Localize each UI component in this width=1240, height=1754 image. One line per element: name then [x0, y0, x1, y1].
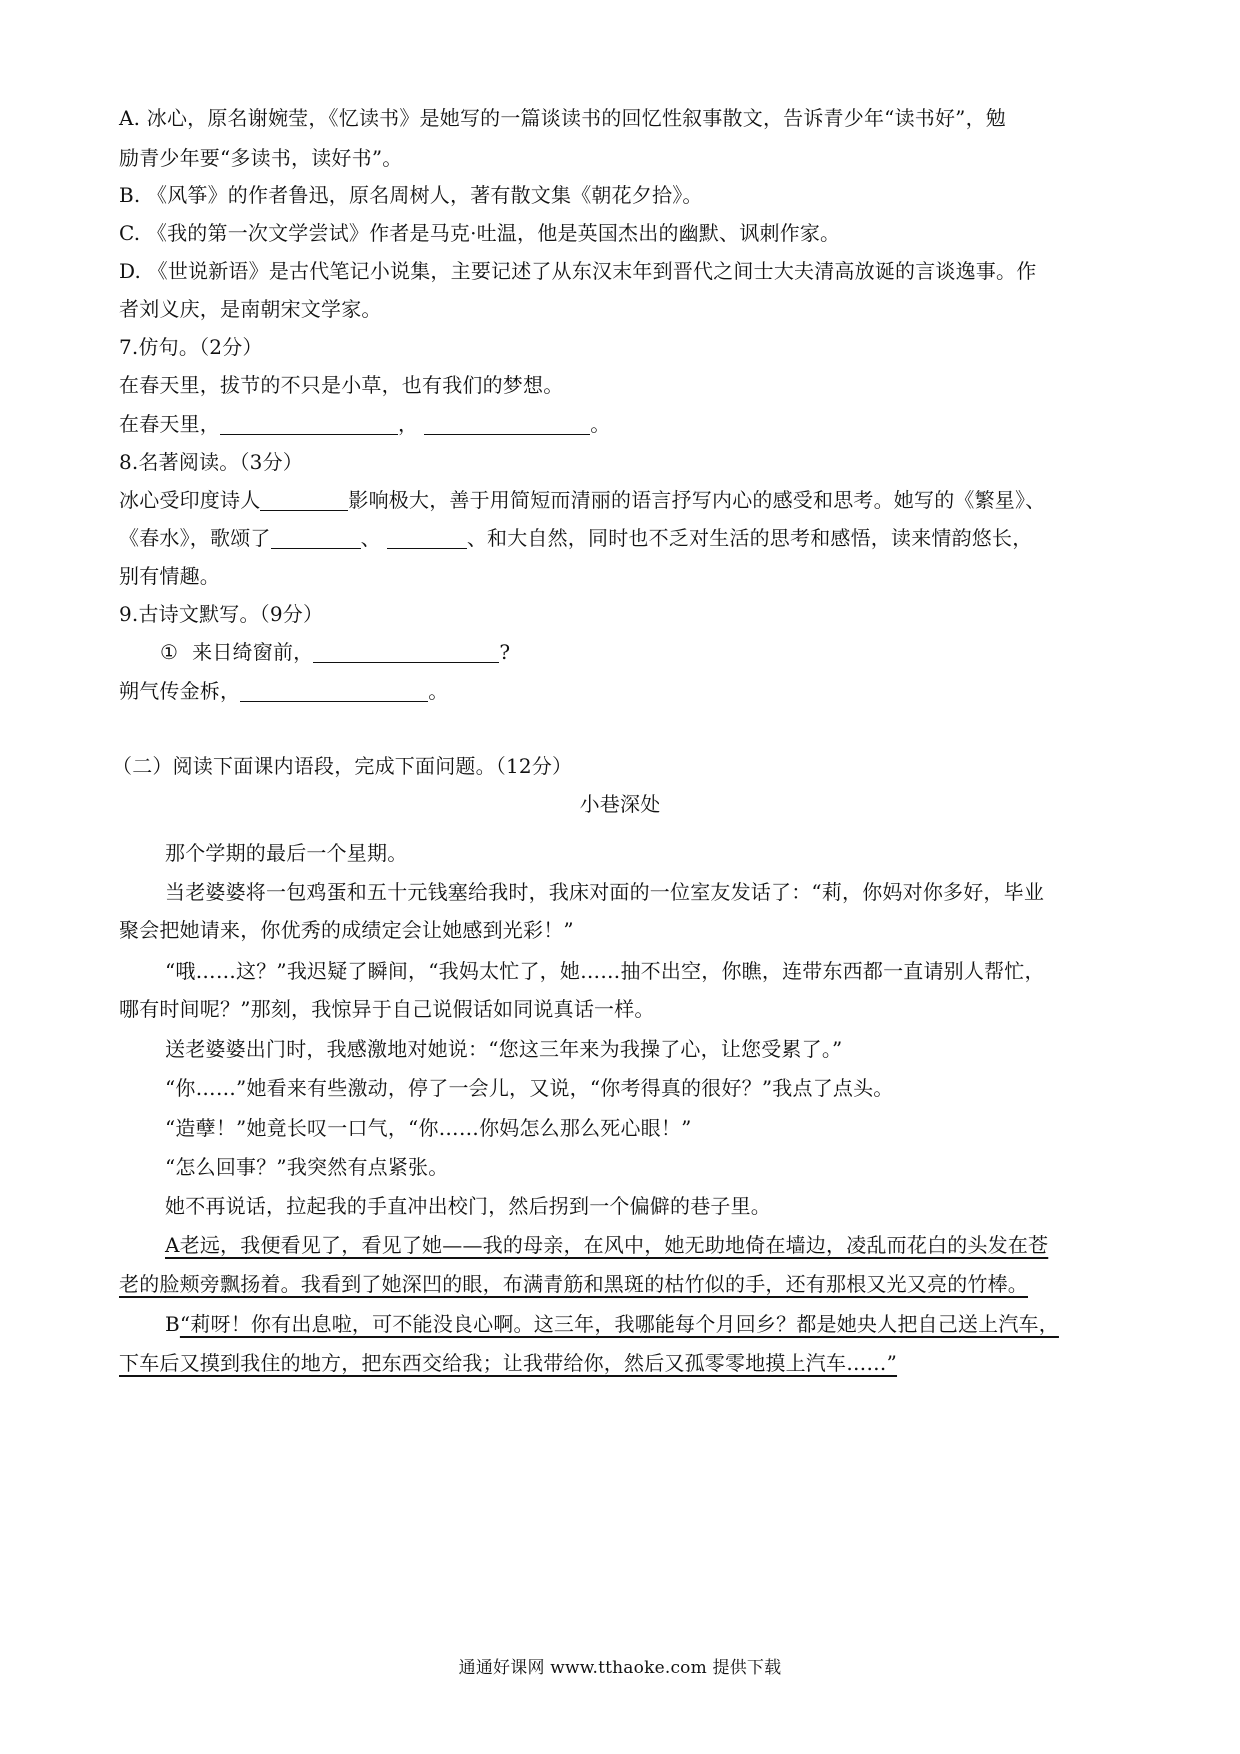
q6-option-d-line2: 者刘义庆，是南朝宋文学家。 — [119, 297, 382, 321]
q6-option-a-line1: A. 冰心，原名谢婉莹，《忆读书》是她写的一篇谈读书的回忆性叙事散文，告诉青少年“读书好”，勉 — [119, 106, 1007, 130]
q9-line1-b: ? — [499, 640, 511, 664]
q9-title: 9.古诗文默写。（9分） — [119, 602, 324, 626]
q6-option-b: B. 《风筝》的作者鲁迅，原名周树人，著有散文集《朝花夕拾》。 — [119, 183, 703, 207]
q8-blank-theme-2[interactable] — [387, 526, 467, 549]
passage-title: 小巷深处 — [579, 792, 661, 816]
q7-blank-2[interactable] — [424, 412, 590, 435]
q9-line2-b: 。 — [428, 679, 449, 703]
page-footer: 通通好课网 www.tthaoke.com 提供下载 — [458, 1658, 782, 1678]
underlined-passage-b-line1 — [165, 1309, 1127, 1339]
underlined-passage-b-line2: 下车后又摸到我住的地方，把东西交给我；让我带给你，然后又孤零零地摸上汽车……” — [119, 1351, 898, 1375]
passage-paragraph: “怎么回事？”我突然有点紧张。 — [165, 1155, 449, 1179]
q7-blank-1[interactable] — [220, 412, 398, 435]
passage-paragraph: 送老婆婆出门时，我感激地对她说：“您这三年来为我操了心，让您受累了。” — [165, 1037, 843, 1061]
q9-blank-1[interactable] — [313, 640, 499, 663]
q8-blank-theme-1[interactable] — [271, 526, 361, 549]
q6-option-a-line2: 励青少年要“多读书，读好书”。 — [119, 146, 403, 170]
q6-option-c: C. 《我的第一次文学尝试》作者是马克·吐温，他是英国杰出的幽默、讽刺作家。 — [119, 221, 841, 245]
q8-blank-poet[interactable] — [260, 488, 348, 511]
q7-example: 在春天里，拔节的不只是小草，也有我们的梦想。 — [119, 373, 564, 397]
passage-paragraph: 当老婆婆将一包鸡蛋和五十元钱塞给我时，我床对面的一位室友发话了：“莉，你妈对你多好，毕业 — [165, 880, 1045, 904]
section2-heading: （二）阅读下面课内语段，完成下面问题。（12分） — [112, 754, 573, 778]
q7-title: 7.仿句。（2分） — [119, 335, 263, 359]
q9-blank-2[interactable] — [240, 679, 428, 702]
q8-title: 8.名著阅读。（3分） — [119, 450, 304, 474]
passage-paragraph: “你……”她看来有些激动，停了一会儿，又说，“你考得真的很好？”我点了点头。 — [165, 1076, 894, 1100]
passage-paragraph: “造孽！”她竟长叹一口气，“你……你妈怎么那么死心眼！” — [165, 1116, 692, 1140]
q8-line2-a: 《春水》，歌颂了 — [119, 526, 271, 550]
q7-comma: ， — [398, 412, 419, 436]
passage-b-text: “莉呀！你有出息啦，可不能没良心啊。这三年，我哪能每个月回乡？都是她央人把自己送上汽车， — [179, 1312, 1059, 1336]
q7-prompt-start: 在春天里， — [119, 412, 220, 436]
q8-line1-a: 冰心受印度诗人 — [119, 488, 261, 512]
passage-paragraph: 聚会把她请来，你优秀的成绩定会让她感到光彩！” — [119, 918, 574, 942]
q6-option-d-line1: D. 《世说新语》是古代笔记小说集，主要记述了从东汉末年到晋代之间士大夫清高放诞的言谈逸事。作 — [119, 259, 1037, 283]
passage-paragraph: 那个学期的最后一个星期。 — [165, 841, 408, 865]
q9-marker: ① — [160, 640, 179, 664]
q8-line1-b: 影响极大，善于用简短而清丽的语言抒写内心的感受和思考。她写的《繁星》、 — [348, 488, 1046, 512]
q8-line2-c: 、和大自然，同时也不乏对生活的思考和感悟，读来情韵悠长， — [466, 526, 1033, 550]
q8-line2-b: 、 — [360, 526, 381, 550]
q9-line2-a: 朔气传金柝， — [119, 679, 241, 703]
q9-item-1 — [160, 637, 1120, 667]
underlined-passage-a-line2: 老的脸颊旁飘扬着。我看到了她深凹的眼，布满青筋和黑斑的枯竹似的手，还有那根又光又亮的竹棒。 — [119, 1272, 1028, 1296]
passage-b-label: B — [165, 1312, 180, 1336]
q7-end: 。 — [590, 412, 611, 436]
passage-paragraph: “哦……这？”我迟疑了瞬间，“我妈太忙了，她……抽不出空，你瞧，连带东西都一直请别人帮忙， — [165, 959, 1045, 983]
passage-paragraph: 哪有时间呢？”那刻，我惊异于自己说假话如同说真话一样。 — [119, 997, 655, 1021]
q9-line1-a: 来日绮窗前， — [192, 640, 314, 664]
passage-paragraph: 她不再说话，拉起我的手直冲出校门，然后拐到一个偏僻的巷子里。 — [165, 1194, 771, 1218]
q8-line2 — [119, 523, 1127, 553]
underlined-passage-a-line1: A老远，我便看见了，看见了她——我的母亲，在风中，她无助地倚在墙边，凌乱而花白的头发在苍 — [165, 1233, 1049, 1257]
q8-line3: 别有情趣。 — [119, 564, 220, 588]
q7-prompt — [119, 409, 1127, 439]
q8-line1 — [119, 485, 1127, 515]
q9-item-2 — [119, 676, 1127, 706]
